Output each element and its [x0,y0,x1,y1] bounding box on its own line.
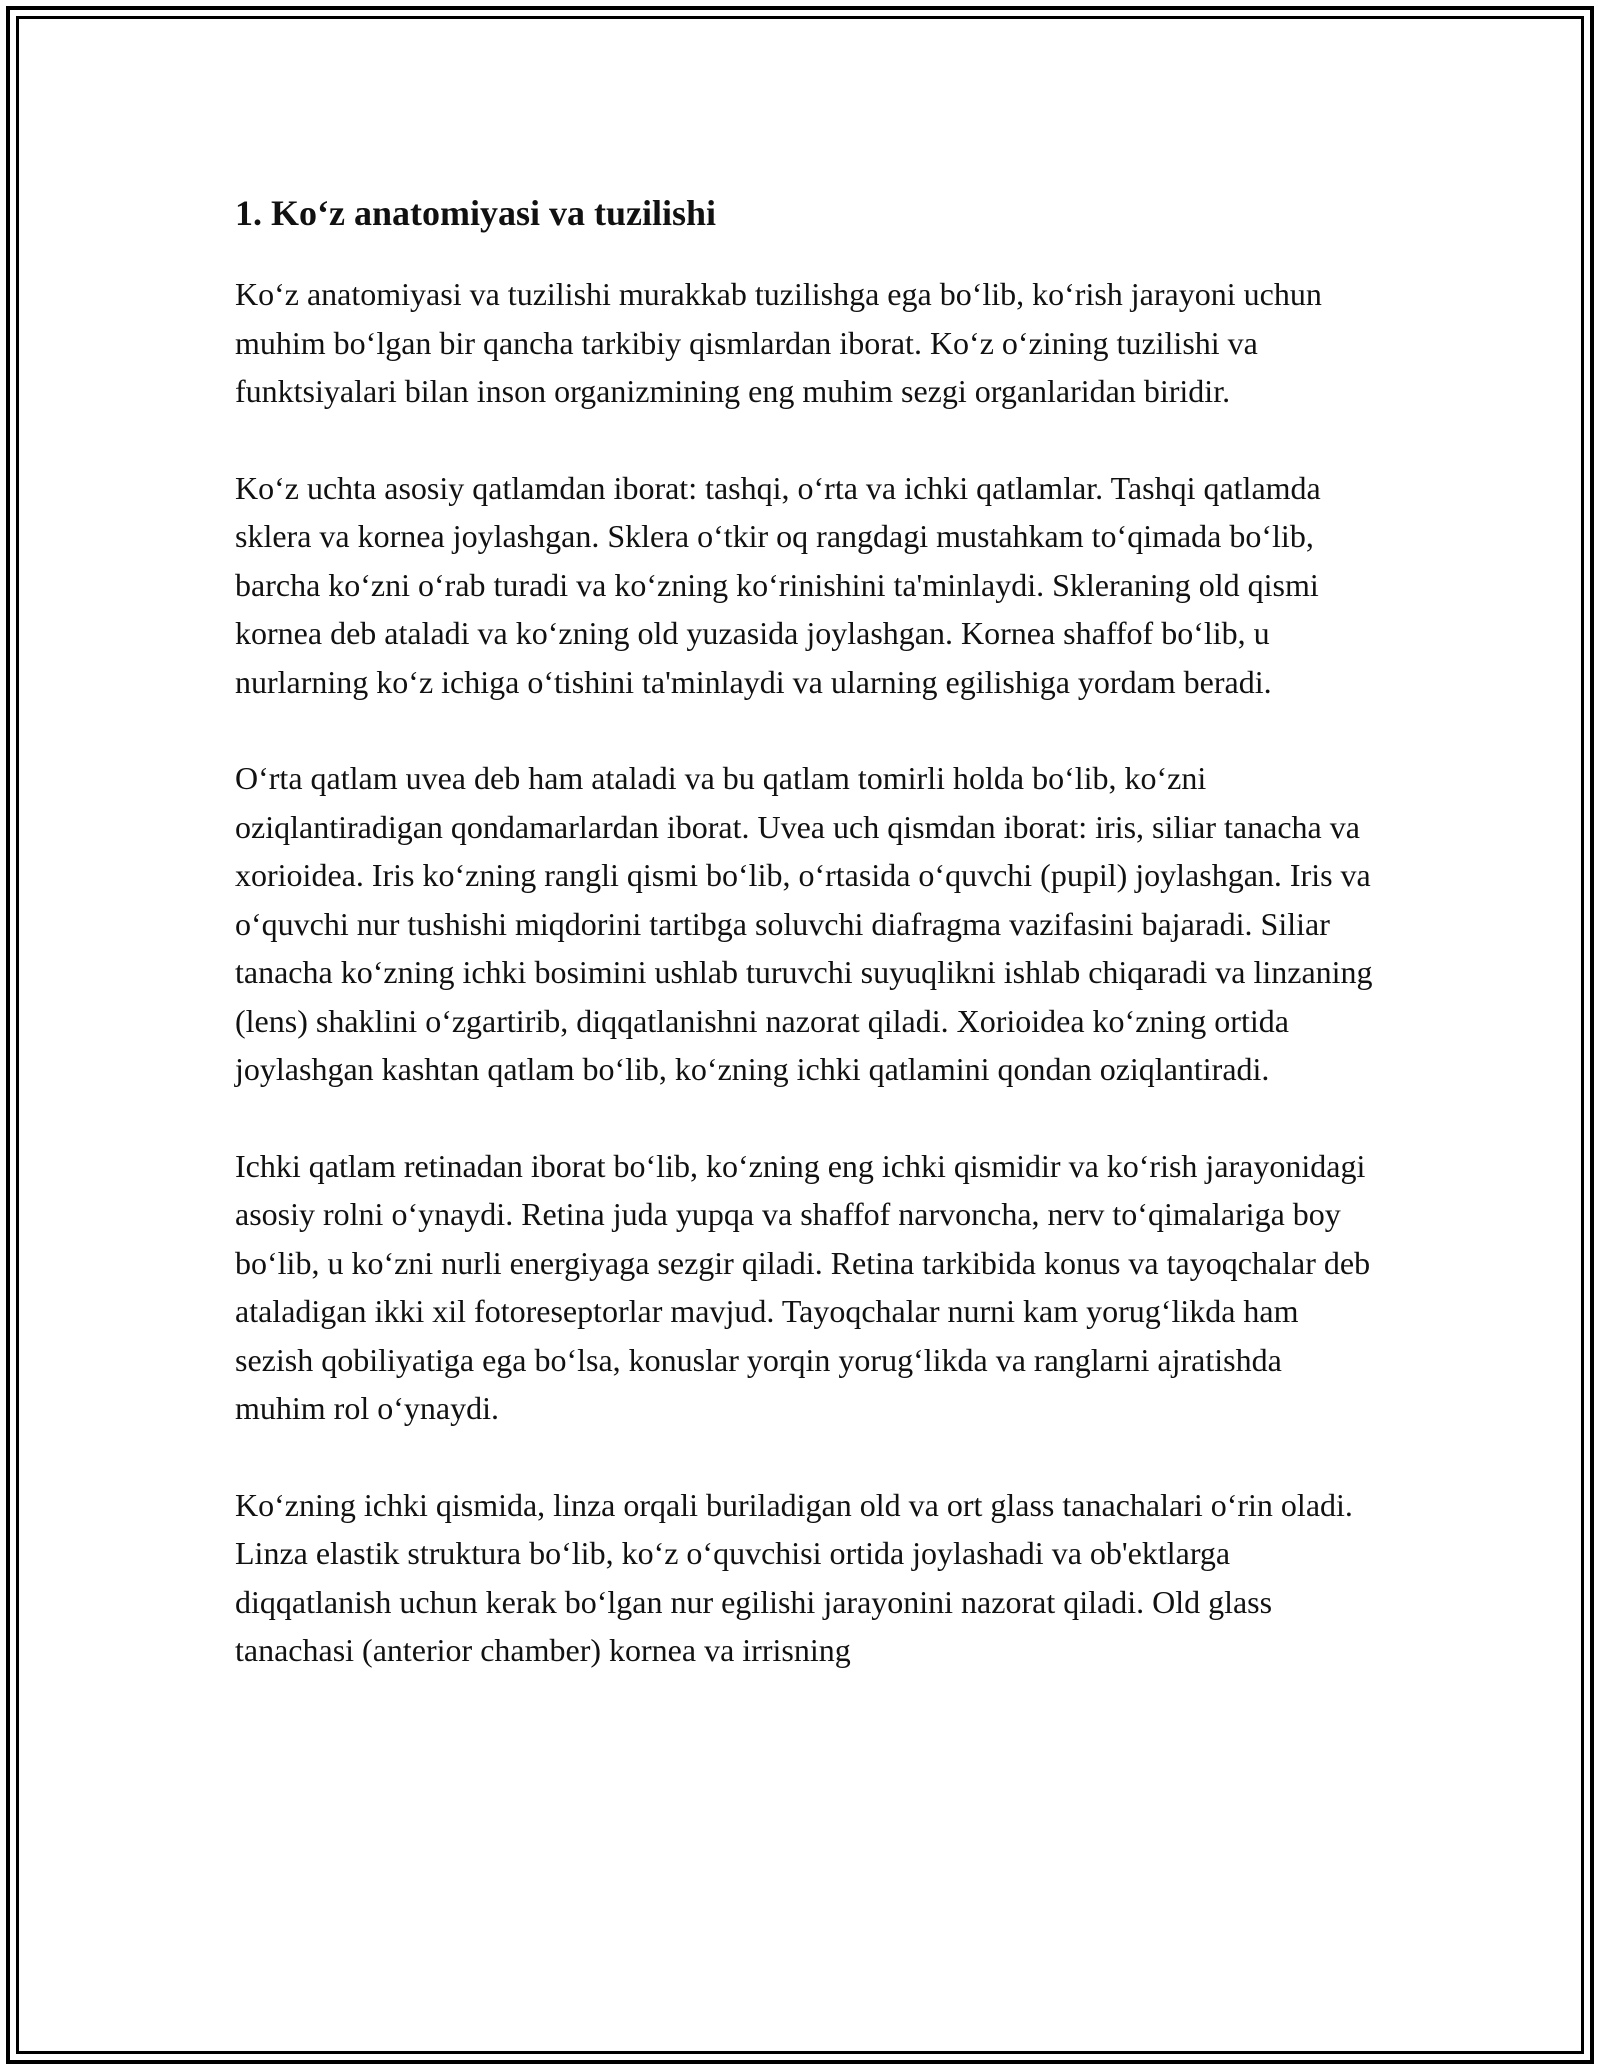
section-heading: 1. Koʻz anatomiyasi va tuzilishi [235,193,717,233]
document-body [235,184,1375,1723]
paragraph-intro: Koʻz anatomiyasi va tuzilishi murakkab tuzilishga ega boʻlib, koʻrish jarayoni uchun muhim boʻlgan bir qancha tarkibiy qismlardan iborat. Koʻz oʻzining tuzilishi va funktsiyalari bilan inson organizmining eng muhim sezgi organlaridan biridir. [235,276,1322,409]
paragraph-middle-layer: Oʻrta qatlam uvea deb ham ataladi va bu qatlam tomirli holda boʻlib, koʻzni oziqlantiradigan qondamarlardan iborat. Uvea uch qismdan iborat: iris, siliar tanacha va xorioidea. Iris koʻzning rangli qismi boʻlib, oʻrtasida oʻquvchi (pupil) joylashgan. Iris va oʻquvchi nur tushishi miqdorini tartibga soluvchi diafragma vazifasini bajaradi. Siliar tanacha koʻzning ichki bosimini ushlab turuvchi suyuqlikni ishlab chiqaradi va linzaning (lens) shaklini oʻzgartirib, diqqatlanishni nazorat qiladi. Xorioidea koʻzning ortida joylashgan kashtan qatlam boʻlib, koʻzning ichki qatlamini qondan oziqlantiradi. [235,760,1373,1087]
paragraph-lens: Koʻzning ichki qismida, linza orqali buriladigan old va ort glass tanachalari oʻrin oladi. Linza elastik struktura boʻlib, koʻz oʻquvchisi ortida joylashadi va ob'ektlarga diqqatlanish uchun kerak boʻlgan nur egilishi jarayonini nazorat qiladi. Old glass tanachasi (anterior chamber) kornea va irrisning [235,1486,1353,1668]
paragraph-inner-layer: Ichki qatlam retinadan iborat boʻlib, koʻzning eng ichki qismidir va koʻrish jarayonidagi asosiy rolni oʻynaydi. Retina juda yupqa va shaffof narvoncha, nerv toʻqimalariga boy boʻlib, u koʻzni nurli energiyaga sezgir qiladi. Retina tarkibida konus va tayoqchalar deb ataladigan ikki xil fotoreseptorlar mavjud. Tayoqchalar nurni kam yorugʻlikda ham sezish qobiliyatiga ega boʻlsa, konuslar yorqin yorugʻlikda va ranglarni ajratishda muhim rol oʻynaydi. [235,1147,1371,1426]
paragraph-layers: Koʻz uchta asosiy qatlamdan iborat: tashqi, oʻrta va ichki qatlamlar. Tashqi qatlamda sklera va kornea joylashgan. Sklera oʻtkir oq rangdagi mustahkam toʻqimada boʻlib, barcha koʻzni oʻrab turadi va koʻzning koʻrinishini ta'minlaydi. Skleraning old qismi kornea deb ataladi va koʻzning old yuzasida joylashgan. Kornea shaffof boʻlib, u nurlarning koʻz ichiga oʻtishini ta'minlaydi va ularning egilishiga yordam beradi. [235,469,1321,700]
